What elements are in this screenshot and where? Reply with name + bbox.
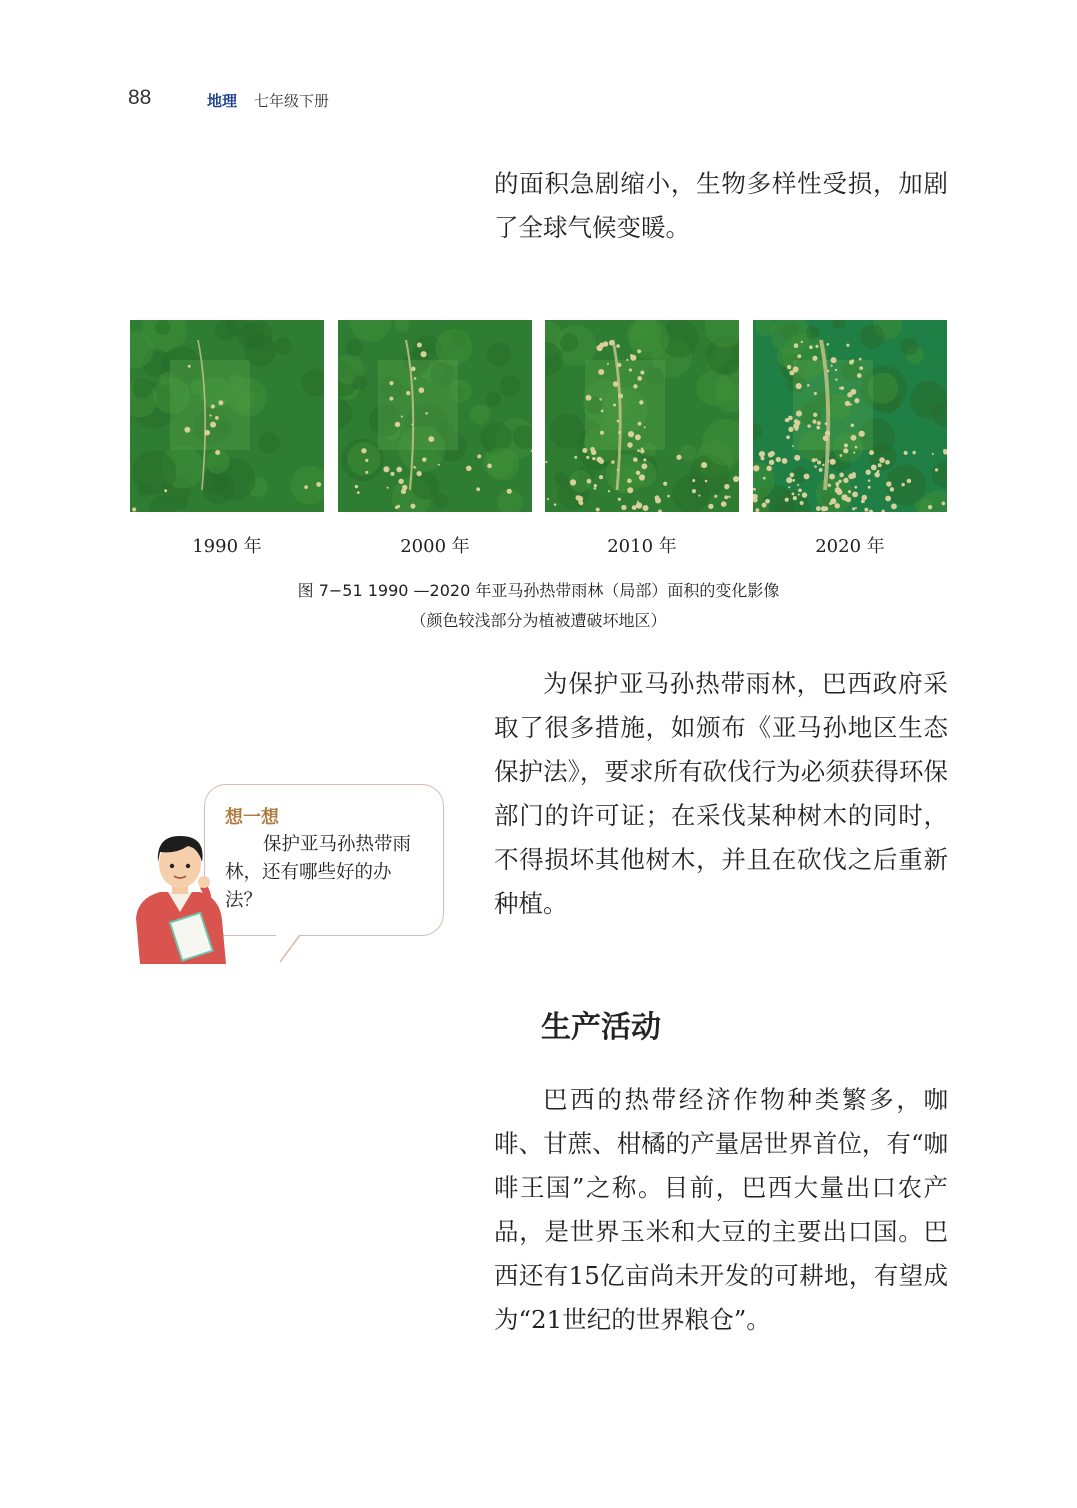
bubble-tail-icon (272, 928, 332, 964)
paragraph-1-text: 的面积急剧缩小，生物多样性受损，加剧了全球气候变暖。 (494, 169, 948, 242)
paragraph-continued (494, 162, 948, 250)
year-label-2020: 2020 年 (815, 536, 885, 557)
think-bubble (204, 784, 444, 936)
satellite-image-2000 (338, 320, 532, 512)
satellite-image-2010 (545, 320, 739, 512)
figure-caption: 图 7−51 1990 —2020 年亚马孙热带雨林（局部）面积的变化影像 (297, 581, 780, 600)
page-number: 88 (128, 86, 152, 109)
year-label-2010: 2010 年 (607, 536, 677, 557)
think-text: 保护亚马孙热带雨林，还有哪些好的办法？ (225, 834, 412, 911)
header-subject: 地理 (207, 92, 238, 110)
year-label-1990: 1990 年 (192, 536, 262, 557)
header-grade: 七年级下册 (254, 92, 330, 110)
satellite-image-row (130, 320, 948, 512)
paragraph-2-text: 为保护亚马孙热带雨林，巴西政府采取了很多措施，如颁布《亚马孙地区生态保护法》，要求所有砍伐行为必须获得环保部门的许可证；在采伐某种树木的同时，不得损坏其他树木，并且在砍伐之后重新种植。 (494, 669, 948, 918)
year-label-2000: 2000 年 (400, 536, 470, 557)
student-character-icon (130, 828, 230, 964)
think-title: 想一想 (225, 807, 279, 828)
satellite-image-1990 (130, 320, 324, 512)
satellite-image-2020 (753, 320, 947, 512)
paragraph-protection (494, 662, 948, 926)
paragraph-production (494, 1078, 948, 1342)
figure-note: （颜色较浅部分为植被遭破坏地区） (410, 611, 667, 630)
section-title: 生产活动 (541, 1010, 661, 1045)
paragraph-3-text: 巴西的热带经济作物种类繁多，咖啡、甘蔗、柑橘的产量居世界首位，有“咖啡王国”之称。目前，巴西大量出口农产品，是世界玉米和大豆的主要出口国。巴西还有15亿亩尚未开发的可耕地，有望成为“21世纪的世界粮仓”。 (494, 1085, 948, 1334)
